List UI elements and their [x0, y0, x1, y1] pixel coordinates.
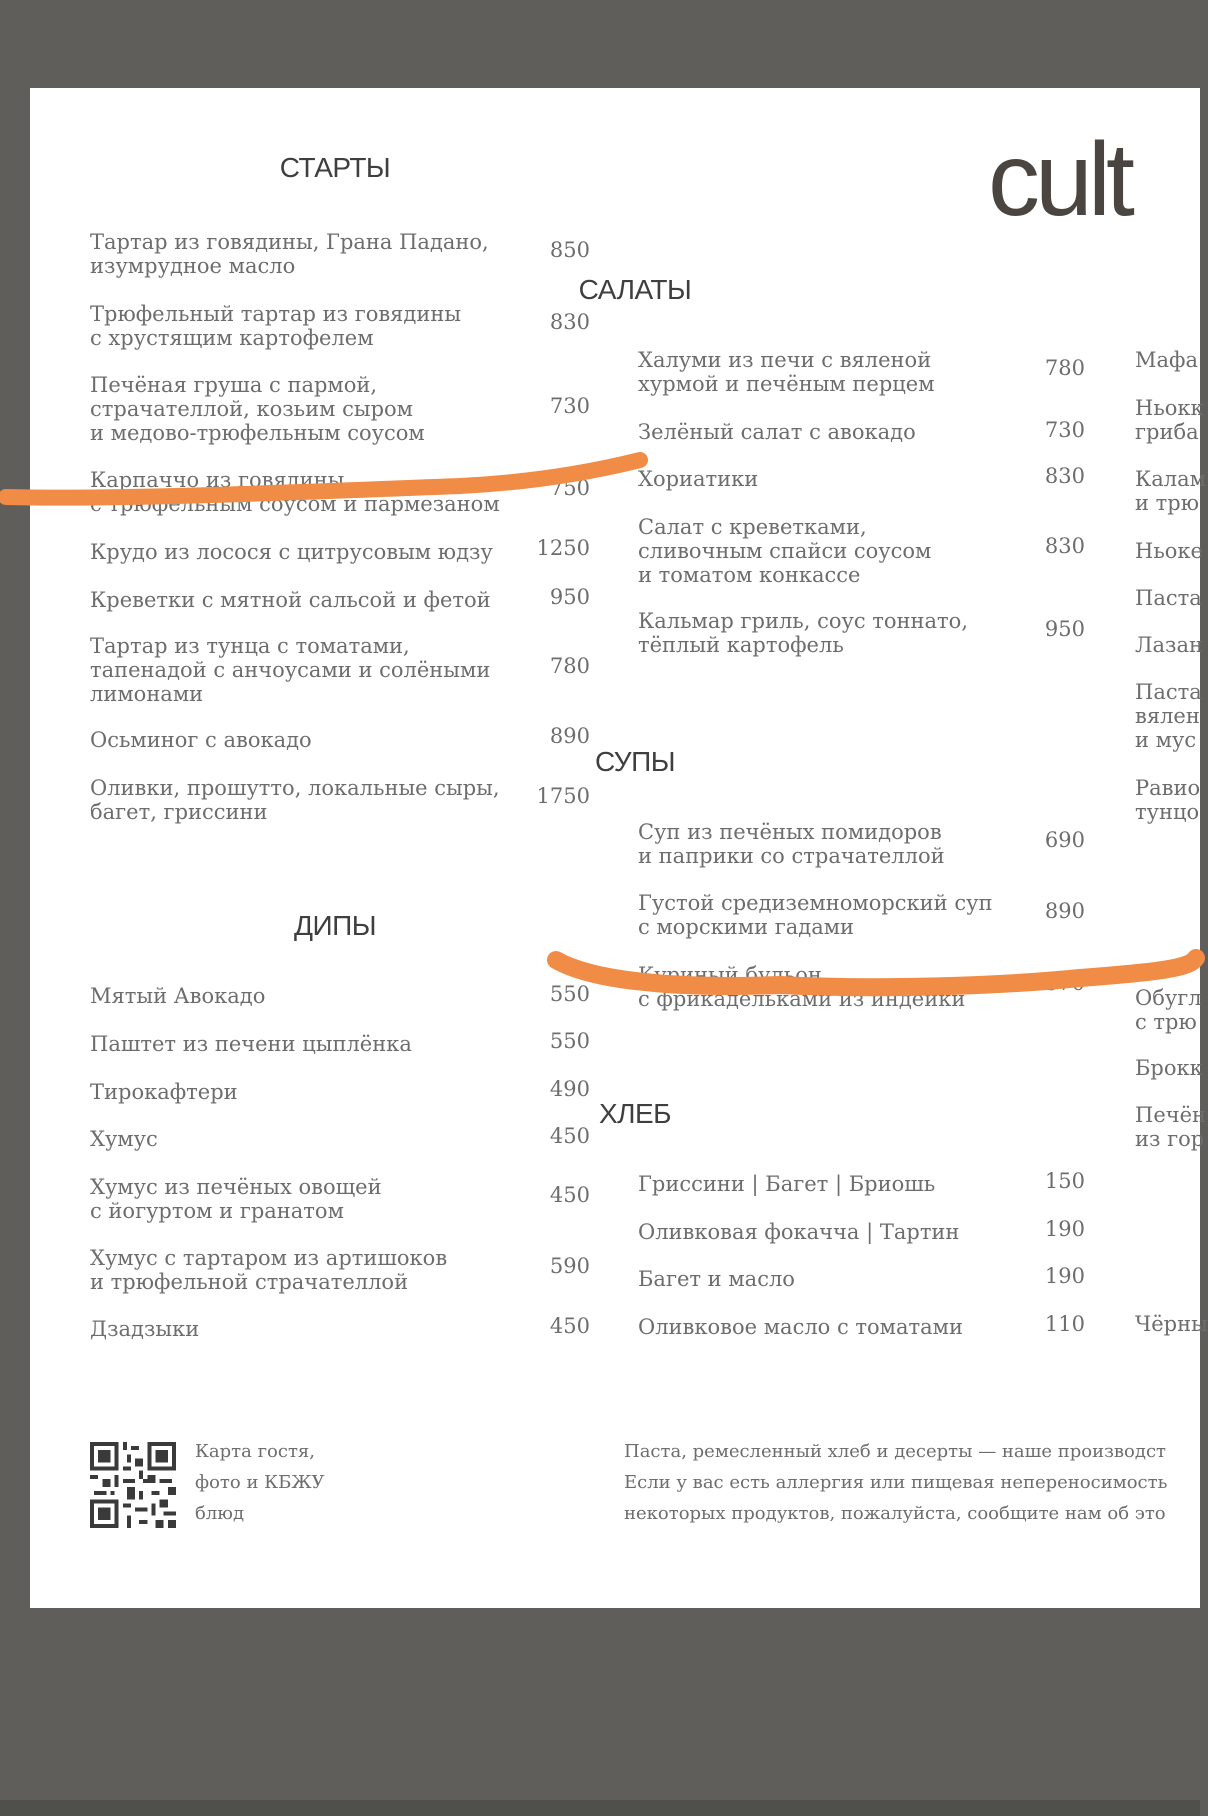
clipped-item: Ньокк гриба	[1135, 396, 1204, 444]
menu-item-name: Хумус	[90, 1127, 158, 1151]
clipped-item: Печён из гор	[1135, 1103, 1207, 1151]
menu-item-name: Багет и масло	[638, 1267, 795, 1291]
menu-item-name: Печёная груша с пармой, страчателлой, козьим сыром и медово-трюфельным соусом	[90, 373, 425, 445]
menu-item-price: 750	[549, 476, 590, 500]
section-title-dips: ДИПЫ	[294, 910, 376, 941]
menu-item-name: Салат с креветками, сливочным спайси соусом и томатом конкассе	[638, 515, 932, 587]
menu-item-price: 150	[1044, 1169, 1085, 1193]
menu-item-price: 570	[1044, 971, 1085, 995]
menu-item-name: Густой средиземноморский суп с морскими гадами	[638, 891, 993, 939]
clipped-item: Мафа	[1135, 348, 1198, 372]
menu-item-price: 450	[549, 1124, 590, 1148]
menu-item-name: Карпаччо из говядины с трюфельным соусом и пармезаном	[90, 468, 500, 516]
menu-item-name: Кальмар гриль, соус тоннато, тёплый картофель	[638, 609, 968, 657]
menu-item-name: Хумус с тартаром из артишоков и трюфельной страчателлой	[90, 1246, 448, 1294]
menu-item-price: 450	[549, 1314, 590, 1338]
menu-item-name: Зелёный салат с авокадо	[638, 420, 916, 444]
clipped-item: Ньоке	[1135, 539, 1203, 563]
bottom-strip	[0, 1800, 1200, 1816]
menu-item-price: 730	[549, 394, 590, 418]
menu-item-price: 190	[1044, 1264, 1085, 1288]
footer-note: Паста, ремесленный хлеб и десерты — наше производст Если у вас есть аллергия или пищевая непереносимость некоторых продуктов, пожалуйста, сообщите нам об это	[624, 1441, 1168, 1524]
menu-item-name: Трюфельный тартар из говядины с хрустящим картофелем	[90, 302, 462, 350]
menu-item-price: 590	[549, 1254, 590, 1278]
menu-item-price: 830	[1044, 464, 1085, 488]
menu-item-name: Тирокафтери	[90, 1080, 238, 1104]
clipped-item: Паста	[1135, 586, 1202, 610]
section-title-soups: СУПЫ	[595, 746, 675, 777]
menu-item-price: 190	[1044, 1217, 1085, 1241]
menu-item-name: Тартар из тунца с томатами, тапенадой с анчоусами и солёными лимонами	[90, 634, 491, 706]
clipped-item: Лазан	[1135, 633, 1204, 657]
menu-item-name: Оливковая фокачча | Тартин	[638, 1220, 960, 1244]
menu-item-price: 830	[549, 310, 590, 334]
menu-item-name: Оливки, прошутто, локальные сыры, багет, гриссини	[90, 776, 500, 824]
clipped-item: Равио тунцо	[1135, 776, 1201, 824]
menu-item-name: Халуми из печи с вяленой хурмой и печёным перцем	[638, 348, 935, 396]
menu-item-price: 730	[1044, 418, 1085, 442]
guest-card-text: Карта гостя, фото и КБЖУ блюд	[195, 1441, 325, 1524]
section-title-salads: САЛАТЫ	[578, 274, 692, 305]
menu-item-price: 1750	[536, 784, 590, 808]
menu-item-name: Креветки с мятной сальсой и фетой	[90, 588, 491, 612]
menu-item-name: Оливковое масло с томатами	[638, 1315, 964, 1339]
clipped-item: Паста вялен и мус	[1135, 680, 1202, 752]
menu-item-price: 550	[549, 982, 590, 1006]
brand-logo: cult	[988, 122, 1130, 238]
menu-item-price: 850	[549, 238, 590, 262]
menu-item-name: Мятый Авокадо	[90, 984, 266, 1008]
section-title-bread: ХЛЕБ	[598, 1098, 672, 1129]
menu-item-name: Тартар из говядины, Грана Падано, изумрудное масло	[90, 230, 489, 278]
menu-item-price: 830	[1044, 534, 1085, 558]
menu-item-price: 490	[549, 1077, 590, 1101]
menu-item-price: 1250	[536, 536, 590, 560]
menu-item-price: 950	[549, 585, 590, 609]
clipped-item: Брокк	[1135, 1056, 1203, 1080]
menu-item-name: Гриссини | Багет | Бриошь	[638, 1172, 936, 1196]
section-title-starters: СТАРТЫ	[279, 152, 391, 183]
clipped-item: Обугл с трю	[1135, 986, 1202, 1034]
menu-item-name: Крудо из лосося с цитрусовым юдзу	[90, 540, 493, 564]
menu-item-name: Куриный бульон с фрикадельками из индейки	[638, 963, 966, 1011]
menu-item-price: 110	[1044, 1312, 1085, 1336]
menu-item-name: Дзадзыки	[90, 1317, 200, 1341]
menu-item-price: 890	[549, 724, 590, 748]
clipped-item: Чёрны	[1135, 1312, 1208, 1336]
clipped-item: Калам и трю	[1135, 467, 1206, 515]
menu-item-price: 780	[1044, 356, 1085, 380]
menu-item-price: 690	[1044, 828, 1085, 852]
menu-item-price: 950	[1044, 617, 1085, 641]
menu-item-price: 890	[1044, 899, 1085, 923]
menu-item-name: Суп из печёных помидоров и паприки со страчателлой	[638, 820, 945, 868]
qr-code-icon[interactable]	[90, 1442, 176, 1528]
menu-item-price: 780	[549, 654, 590, 678]
menu-item-name: Паштет из печени цыплёнка	[90, 1032, 412, 1056]
menu-item-price: 450	[549, 1183, 590, 1207]
menu-item-name: Хумус из печёных овощей с йогуртом и гранатом	[90, 1175, 382, 1223]
menu-item-name: Осьминог с авокадо	[90, 728, 312, 752]
menu-item-name: Хориатики	[638, 467, 759, 491]
menu-item-price: 550	[549, 1029, 590, 1053]
menu-page	[30, 88, 1208, 1608]
